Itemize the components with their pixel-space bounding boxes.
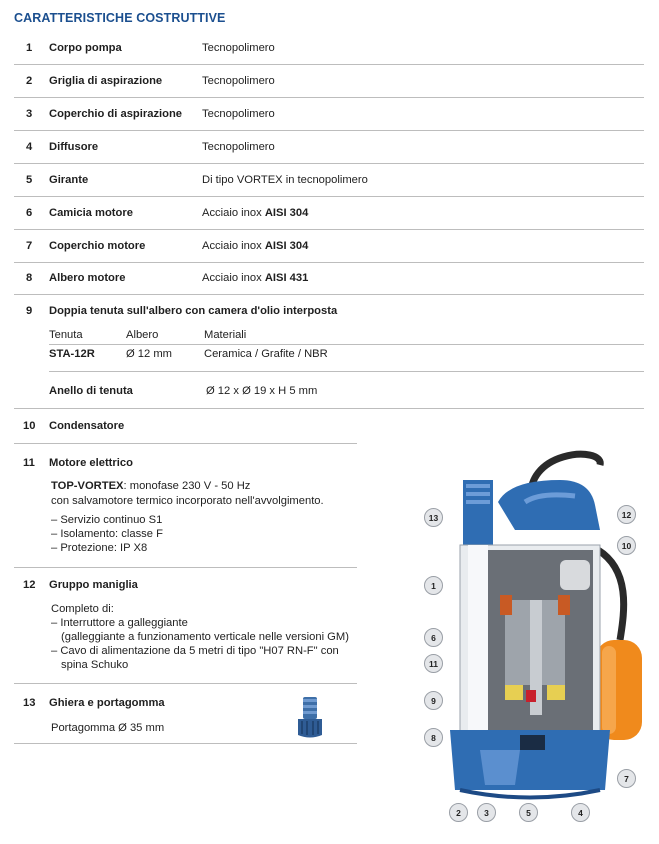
row-label: Doppia tenuta sull'albero con camera d'olio interposta bbox=[49, 305, 338, 317]
row-label: Diffusore bbox=[49, 141, 99, 153]
hose-connector-image bbox=[295, 695, 325, 739]
row-number: 4 bbox=[26, 141, 33, 153]
callout-6: 6 bbox=[424, 628, 443, 647]
divider bbox=[14, 262, 644, 263]
seal-value-albero: Ø 12 mm bbox=[126, 348, 173, 360]
ring-seal-label: Anello di tenuta bbox=[49, 385, 133, 397]
handle-intro: Completo di: bbox=[51, 603, 114, 615]
motor-line-2: con salvamotore termico incorporato nell'avvolgimento. bbox=[51, 495, 324, 507]
spec-row bbox=[14, 141, 358, 174]
handle-line: – Interruttore a galleggiante bbox=[51, 617, 188, 629]
row-value: Acciaio inox AISI 304 bbox=[202, 207, 309, 219]
callout-1: 1 bbox=[424, 576, 443, 595]
row-label: Condensatore bbox=[49, 420, 125, 432]
callout-11: 11 bbox=[424, 654, 443, 673]
divider bbox=[14, 64, 644, 65]
row-number: 1 bbox=[26, 42, 33, 54]
spec-row bbox=[14, 240, 358, 273]
handle-line: spina Schuko bbox=[61, 659, 129, 671]
row-value: Acciaio inox AISI 431 bbox=[202, 272, 309, 284]
row-label: Griglia di aspirazione bbox=[49, 75, 163, 87]
handle-line: (galleggiante a funzionamento verticale nelle versioni GM) bbox=[61, 631, 349, 643]
callout-10: 10 bbox=[617, 536, 636, 555]
row-label: Gruppo maniglia bbox=[49, 579, 138, 591]
spec-row bbox=[14, 75, 358, 108]
row-value: Tecnopolimero bbox=[202, 108, 275, 120]
seal-header-albero: Albero bbox=[126, 329, 159, 341]
divider bbox=[14, 743, 357, 744]
motor-line-1: TOP-VORTEX: monofase 230 V - 50 Hz bbox=[51, 480, 251, 492]
spec-row bbox=[14, 108, 358, 141]
callout-2: 2 bbox=[449, 803, 468, 822]
spec-row bbox=[14, 174, 368, 207]
handle-line: – Cavo di alimentazione da 5 metri di tipo "H07 RN-F" con bbox=[51, 645, 339, 657]
row-value: Di tipo VORTEX in tecnopolimero bbox=[202, 174, 368, 186]
seal-header-tenuta: Tenuta bbox=[49, 329, 83, 341]
pump-cutaway-illustration bbox=[420, 450, 650, 835]
divider bbox=[14, 294, 644, 295]
row-number: 7 bbox=[26, 240, 33, 252]
row-number: 9 bbox=[26, 305, 33, 317]
divider bbox=[14, 196, 644, 197]
row-label: Girante bbox=[49, 174, 89, 186]
divider bbox=[14, 443, 357, 444]
row-value: Tecnopolimero bbox=[202, 75, 275, 87]
motor-item: – Servizio continuo S1 bbox=[51, 514, 163, 526]
row-label: Corpo pompa bbox=[49, 42, 122, 54]
row-label: Ghiera e portagomma bbox=[49, 697, 165, 709]
seal-header-materiali: Materiali bbox=[204, 329, 247, 341]
page-title: CARATTERISTICHE COSTRUTTIVE bbox=[14, 11, 226, 25]
seal-value-materiali: Ceramica / Grafite / NBR bbox=[204, 348, 328, 360]
row-label: Albero motore bbox=[49, 272, 126, 284]
row-label: Motore elettrico bbox=[49, 457, 133, 469]
row-label: Coperchio motore bbox=[49, 240, 146, 252]
divider bbox=[49, 344, 644, 345]
callout-12: 12 bbox=[617, 505, 636, 524]
row-number: 2 bbox=[26, 75, 33, 87]
callout-13: 13 bbox=[424, 508, 443, 527]
spec-row bbox=[14, 207, 358, 240]
divider bbox=[14, 683, 357, 684]
spec-row bbox=[14, 272, 358, 305]
divider bbox=[49, 371, 644, 372]
spec-row bbox=[14, 42, 358, 75]
divider bbox=[14, 567, 357, 568]
row-label: Coperchio di aspirazione bbox=[49, 108, 183, 120]
row-value: Acciaio inox AISI 304 bbox=[202, 240, 309, 252]
row-number: 10 bbox=[23, 420, 36, 432]
row-value: Tecnopolimero bbox=[202, 42, 275, 54]
divider bbox=[14, 408, 644, 409]
divider bbox=[14, 97, 644, 98]
ring-seal-value: Ø 12 x Ø 19 x H 5 mm bbox=[206, 385, 318, 397]
row-number: 13 bbox=[23, 697, 36, 709]
row-number: 12 bbox=[23, 579, 36, 591]
divider bbox=[14, 163, 644, 164]
row-number: 5 bbox=[26, 174, 33, 186]
callout-4: 4 bbox=[571, 803, 590, 822]
motor-item: – Protezione: IP X8 bbox=[51, 542, 148, 554]
callout-5: 5 bbox=[519, 803, 538, 822]
divider bbox=[14, 130, 644, 131]
row-value: Tecnopolimero bbox=[202, 141, 275, 153]
divider bbox=[14, 229, 644, 230]
callout-3: 3 bbox=[477, 803, 496, 822]
callout-8: 8 bbox=[424, 728, 443, 747]
callout-7: 7 bbox=[617, 769, 636, 788]
ring-value: Portagomma Ø 35 mm bbox=[51, 722, 165, 734]
row-number: 8 bbox=[26, 272, 33, 284]
callout-9: 9 bbox=[424, 691, 443, 710]
row-number: 11 bbox=[23, 457, 35, 469]
seal-value-tenuta: STA-12R bbox=[49, 348, 95, 360]
row-number: 6 bbox=[26, 207, 33, 219]
motor-item: – Isolamento: classe F bbox=[51, 528, 163, 540]
row-label: Camicia motore bbox=[49, 207, 133, 219]
row-number: 3 bbox=[26, 108, 33, 120]
